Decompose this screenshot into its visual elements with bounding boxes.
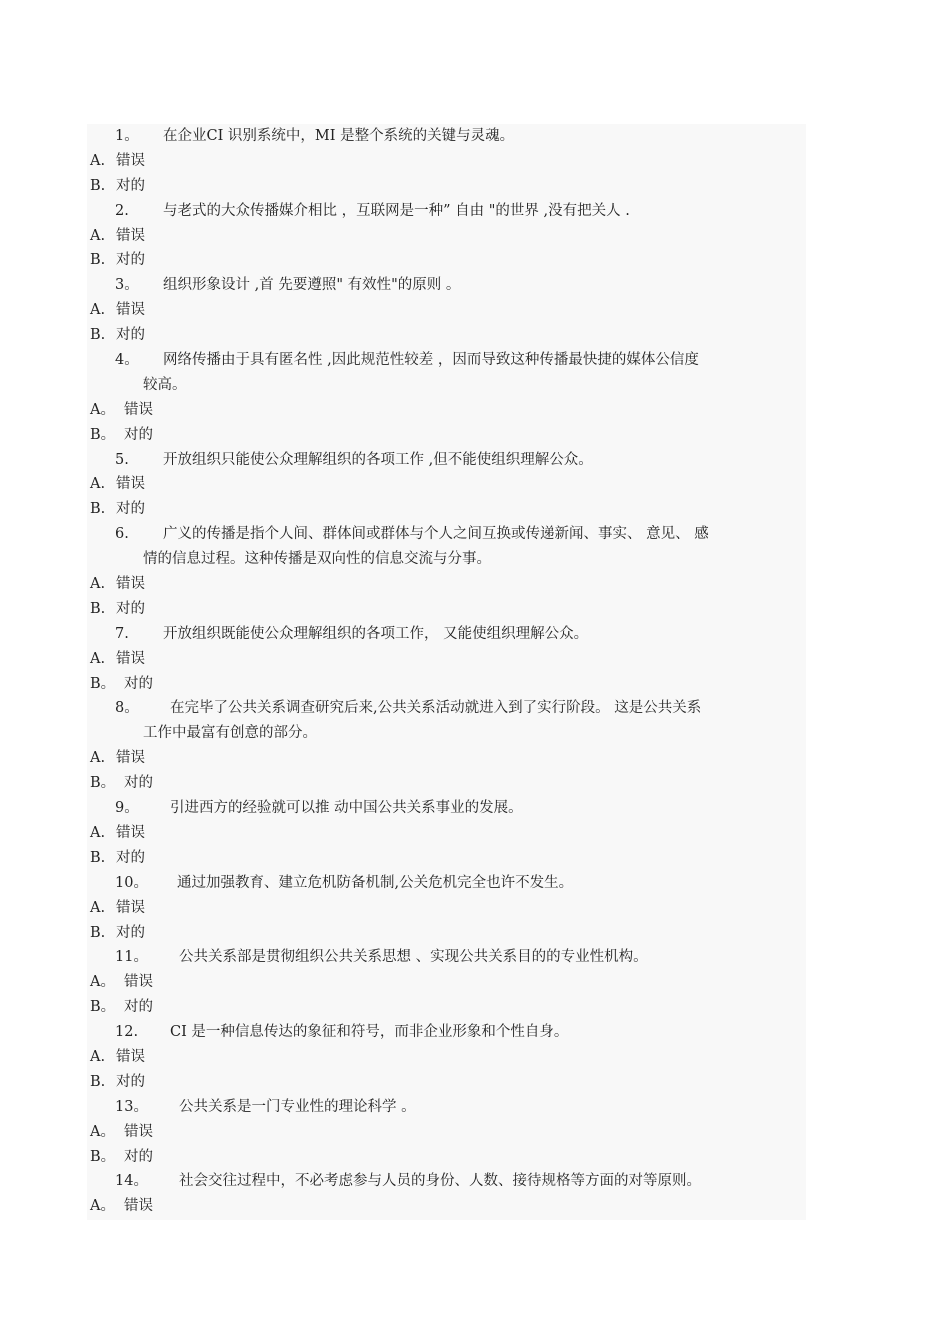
question-11: [87, 945, 806, 970]
option-b[interactable]: [87, 846, 806, 871]
option-letter: B。: [90, 999, 116, 1016]
option-text: 错误: [124, 1123, 153, 1140]
option-a[interactable]: [87, 1120, 806, 1145]
option-b[interactable]: [87, 1145, 806, 1170]
option-a[interactable]: [87, 572, 806, 597]
option-text: 对的: [116, 849, 145, 866]
option-letter: B。: [90, 675, 116, 692]
question-number: 10。: [115, 874, 148, 891]
question-7: [87, 622, 806, 647]
question-text: 公共关系是一门专业性的理论科学 。: [179, 1098, 416, 1115]
option-text: 错误: [124, 401, 153, 418]
question-14: [87, 1169, 806, 1194]
option-text: 错误: [116, 576, 145, 593]
option-letter: A.: [90, 750, 106, 767]
option-text: 错误: [116, 1048, 145, 1065]
option-b[interactable]: [87, 423, 806, 448]
question-text: 与老式的大众传播媒介相比 ，互联网是一种” 自由 "的世界 ,没有把关人 .: [163, 202, 630, 219]
question-text-continued: 情的信息过程。这种传播是双向性的信息交流与分事。: [143, 551, 491, 568]
option-a[interactable]: [87, 1045, 806, 1070]
option-b[interactable]: [87, 248, 806, 273]
question-8: [87, 696, 806, 746]
option-letter: B.: [90, 924, 106, 941]
question-13: [87, 1095, 806, 1120]
option-a[interactable]: [87, 149, 806, 174]
option-text: 对的: [116, 1073, 145, 1090]
option-text: 对的: [124, 426, 153, 443]
question-text: 社会交往过程中，不必考虑参与人员的身份、人数、接待规格等方面的对等原则。: [179, 1173, 701, 1190]
option-text: 错误: [116, 152, 145, 169]
question-5: [87, 448, 806, 473]
option-text: 错误: [116, 302, 145, 319]
option-b[interactable]: [87, 771, 806, 796]
question-number: 4。: [115, 352, 139, 369]
option-b[interactable]: [87, 174, 806, 199]
question-number: 7.: [115, 625, 129, 642]
option-letter: B。: [90, 426, 116, 443]
question-text-continued: 工作中最富有创意的部分。: [143, 725, 317, 742]
question-text: 开放组织只能使公众理解组织的各项工作 ,但不能使组织理解公众。: [163, 451, 593, 468]
option-letter: A.: [90, 152, 106, 169]
option-text: 错误: [124, 974, 153, 991]
question-2: [87, 199, 806, 224]
question-text: 组织形象设计 ,首 先要遵照" 有效性"的原则 。: [163, 277, 461, 294]
option-a[interactable]: [87, 647, 806, 672]
option-b[interactable]: [87, 672, 806, 697]
option-a[interactable]: [87, 224, 806, 249]
option-letter: A.: [90, 227, 106, 244]
question-number: 9。: [115, 800, 139, 817]
option-text: 错误: [116, 899, 145, 916]
question-text: 网络传播由于具有匿名性 ,因此规范性较差 ，因而导致这种传播最快捷的媒体公信度: [163, 352, 699, 369]
option-text: 错误: [116, 750, 145, 767]
question-12: [87, 1020, 806, 1045]
option-letter: B.: [90, 252, 106, 269]
option-letter: B.: [90, 327, 106, 344]
option-letter: A.: [90, 302, 106, 319]
option-b[interactable]: [87, 1070, 806, 1095]
question-number: 2.: [115, 202, 129, 219]
option-text: 对的: [116, 252, 145, 269]
question-9: [87, 796, 806, 821]
option-a[interactable]: [87, 398, 806, 423]
question-number: 5.: [115, 451, 129, 468]
option-letter: A.: [90, 476, 106, 493]
option-letter: B.: [90, 849, 106, 866]
question-3: [87, 273, 806, 298]
option-letter: A.: [90, 1048, 106, 1065]
question-text: 公共关系部是贯彻组织公共关系思想 、实现公共关系目的的专业性机构。: [179, 949, 648, 966]
question-number: 11。: [115, 949, 148, 966]
option-text: 对的: [116, 600, 145, 617]
option-letter: B.: [90, 600, 106, 617]
option-letter: A。: [90, 401, 115, 418]
option-b[interactable]: [87, 497, 806, 522]
question-4: [87, 348, 806, 398]
option-letter: A.: [90, 576, 106, 593]
option-text: 错误: [116, 650, 145, 667]
option-text: 对的: [124, 1148, 153, 1165]
option-letter: A.: [90, 824, 106, 841]
question-text: 通过加强教育、建立危机防备机制,公关危机完全也许不发生。: [177, 874, 574, 891]
option-a[interactable]: [87, 472, 806, 497]
option-text: 错误: [116, 824, 145, 841]
option-text: 对的: [124, 775, 153, 792]
option-letter: B.: [90, 1073, 106, 1090]
question-number: 12.: [115, 1024, 139, 1041]
option-letter: B.: [90, 177, 106, 194]
option-a[interactable]: [87, 1194, 806, 1219]
question-number: 6.: [115, 526, 129, 543]
option-letter: B。: [90, 1148, 116, 1165]
option-letter: A。: [90, 974, 115, 991]
option-text: 对的: [116, 327, 145, 344]
option-b[interactable]: [87, 597, 806, 622]
question-text: 引进西方的经验就可以推 动中国公共关系事业的发展。: [170, 800, 523, 817]
option-text: 对的: [124, 999, 153, 1016]
option-letter: A。: [90, 1198, 115, 1215]
option-text: 对的: [116, 501, 145, 518]
question-10: [87, 871, 806, 896]
question-number: 3。: [115, 277, 139, 294]
option-letter: B。: [90, 775, 116, 792]
option-text: 对的: [116, 924, 145, 941]
option-letter: A。: [90, 1123, 115, 1140]
question-number: 13。: [115, 1098, 148, 1115]
option-text: 对的: [124, 675, 153, 692]
question-1: [87, 124, 806, 149]
question-text: 在企业CI 识别系统中，MI 是整个系统的关键与灵魂。: [163, 128, 515, 144]
question-text: 在完毕了公共关系调查研究后来,公共关系活动就进入到了实行阶段。 这是公共关系: [170, 700, 702, 717]
question-text: 开放组织既能使公众理解组织的各项工作， 又能使组织理解公众。: [163, 625, 589, 642]
option-a[interactable]: [87, 896, 806, 921]
question-text: CI 是一种信息传达的象征和符号，而非企业形象和个性自身。: [170, 1024, 569, 1041]
option-b[interactable]: [87, 323, 806, 348]
option-a[interactable]: [87, 821, 806, 846]
option-text: 对的: [116, 177, 145, 194]
question-number: 14。: [115, 1173, 148, 1190]
question-text: 广义的传播是指个人间、群体间或群体与个人之间互换或传递新闻、事实、 意见、 感: [163, 526, 709, 543]
option-b[interactable]: [87, 995, 806, 1020]
option-letter: B.: [90, 501, 106, 518]
question-number: 8。: [115, 700, 139, 717]
option-text: 错误: [116, 227, 145, 244]
question-number: 1。: [115, 128, 139, 144]
option-a[interactable]: [87, 970, 806, 995]
option-letter: A.: [90, 899, 106, 916]
option-a[interactable]: [87, 298, 806, 323]
question-list: [87, 124, 806, 1219]
option-a[interactable]: [87, 746, 806, 771]
option-letter: A.: [90, 650, 106, 667]
question-text-continued: 较高。: [143, 376, 187, 393]
option-text: 错误: [124, 1198, 153, 1215]
option-b[interactable]: [87, 921, 806, 946]
option-text: 错误: [116, 476, 145, 493]
question-6: [87, 522, 806, 572]
